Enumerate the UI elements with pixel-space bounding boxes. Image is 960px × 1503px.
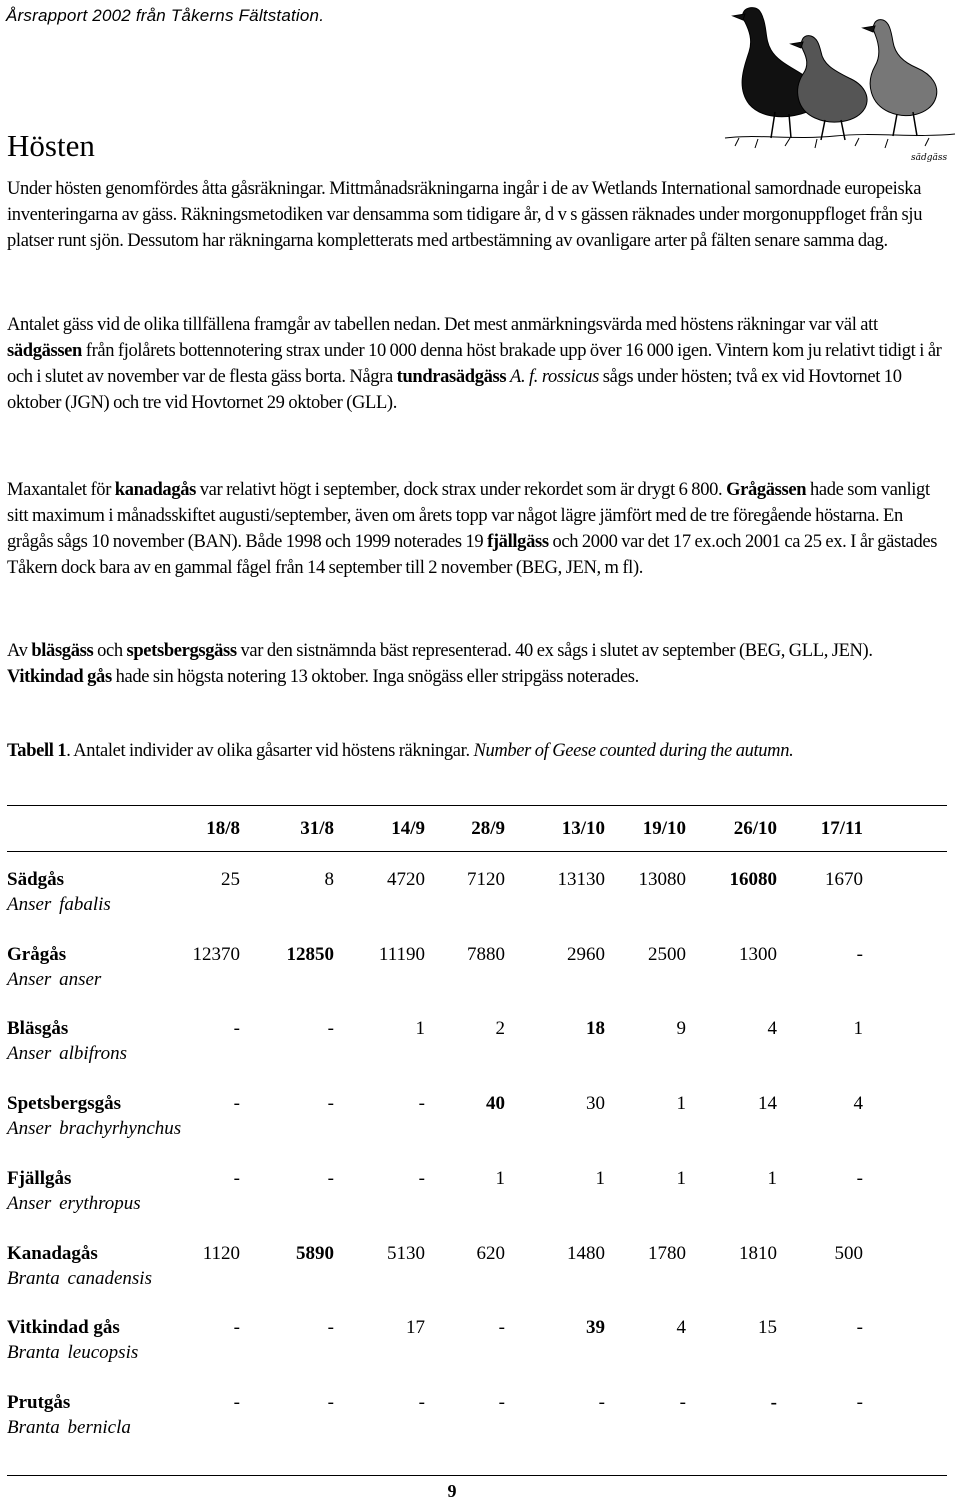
count-cell: - <box>598 1391 605 1413</box>
count-cell: 13080 <box>638 869 686 890</box>
paragraph-sadgas: Antalet gäss vid de olika tillfällena framgår av tabellen nedan. Det mest anmärkningsvärda med höstens räkningar var väl att sädgässen från fjolårets bottennotering strax under 10 000 denna höst brakade upp över 16 000 igen. Vintern kom ju relativt tidigt i år och i slutet av november var de flesta gäss borta. Några tundrasädgäss A. f. rossicus sågs under hösten; två ex vid Hovtornet 10 oktober (JGN) och tre vid Hovtornet 29 oktober (GLL). <box>7 315 942 413</box>
count-cell: - <box>327 1391 334 1413</box>
species-latin-name: Branta bernicla <box>7 1416 131 1438</box>
count-cell: 13130 <box>557 869 605 890</box>
count-cell: 40 <box>486 1093 505 1115</box>
column-header: 14/9 <box>391 818 425 839</box>
count-cell: - <box>327 1018 334 1040</box>
table-row <box>7 1392 947 1452</box>
count-cell: 9 <box>676 1018 686 1040</box>
count-cell: - <box>418 1093 425 1115</box>
count-cell: 620 <box>476 1242 505 1264</box>
species-latin-name: Anser brachyrhynchus <box>7 1118 182 1140</box>
count-cell: - <box>418 1391 425 1413</box>
count-cell: - <box>233 1391 240 1413</box>
goose-right-icon <box>870 20 937 116</box>
count-cell: 14 <box>758 1093 777 1115</box>
species-latin-name: Anser erythropus <box>7 1192 141 1214</box>
species-common-name: Spetsbergsgås <box>7 1093 122 1115</box>
species-common-name: Sädgås <box>7 869 65 890</box>
count-cell: - <box>856 1317 863 1339</box>
table-caption: Tabell 1. Antalet individer av olika gåsarter vid höstens räkningar. Number of Geese counted during the autumn. <box>7 741 794 761</box>
species-common-name: Vitkindad gås <box>7 1317 120 1339</box>
count-cell: 2 <box>495 1018 505 1040</box>
count-cell: 1 <box>495 1167 505 1189</box>
species-common-name: Prutgås <box>7 1391 71 1413</box>
table-row <box>7 1243 947 1303</box>
count-cell: 11190 <box>378 943 425 965</box>
count-cell: 1480 <box>567 1242 605 1264</box>
count-cell: - <box>327 1167 334 1189</box>
count-cell: - <box>498 1391 505 1413</box>
table-row <box>7 1317 947 1377</box>
count-cell: 500 <box>834 1242 863 1264</box>
count-cell: 25 <box>221 869 240 890</box>
goose-middle-icon <box>798 36 867 122</box>
species-latin-name: Anser anser <box>7 968 102 990</box>
column-header: 19/10 <box>642 818 686 839</box>
column-header: 13/10 <box>561 818 605 839</box>
count-cell: 15 <box>758 1317 777 1339</box>
count-cell: - <box>233 1018 240 1040</box>
count-cell: - <box>770 1391 777 1413</box>
count-cell: 1 <box>595 1167 605 1189</box>
table-header-rule <box>7 851 947 852</box>
table-row <box>7 1168 947 1228</box>
geese-illustration <box>715 0 960 170</box>
illustration-signature: sädgäss <box>911 153 948 163</box>
count-cell: 8 <box>324 869 334 890</box>
count-cell: - <box>233 1317 240 1339</box>
column-header: 28/9 <box>471 818 505 839</box>
count-cell: 1 <box>676 1167 686 1189</box>
count-cell: 7880 <box>467 943 505 965</box>
count-cell: 12370 <box>192 943 240 965</box>
section-title: Hösten <box>7 128 95 163</box>
count-cell: 1 <box>676 1093 686 1115</box>
running-header: Årsrapport 2002 från Tåkerns Fältstation. <box>6 6 325 25</box>
species-common-name: Kanadagås <box>7 1242 98 1264</box>
count-cell: 1120 <box>202 1242 240 1264</box>
count-cell: - <box>233 1093 240 1115</box>
species-latin-name: Branta canadensis <box>7 1267 152 1289</box>
count-cell: 1 <box>767 1167 777 1189</box>
count-cell: 2500 <box>648 943 686 965</box>
count-cell: 17 <box>406 1317 425 1339</box>
count-cell: 30 <box>586 1093 605 1115</box>
count-cell: 5890 <box>296 1242 334 1264</box>
count-cell: - <box>856 1391 863 1413</box>
count-cell: 4 <box>853 1093 863 1115</box>
species-common-name: Grågås <box>7 943 67 965</box>
count-cell: - <box>856 1167 863 1189</box>
table-row <box>7 944 947 1004</box>
count-cell: - <box>856 943 863 965</box>
species-common-name: Bläsgås <box>7 1018 69 1040</box>
paragraph-blasgas: Av bläsgäss och spetsbergsgäss var den sistnämnda bäst representerad. 40 ex sågs i slutet av september (BEG, GLL, JEN). Vitkindad gås hade sin högsta notering 13 oktober. Inga snögäss eller stripgäss noterades. <box>7 641 873 687</box>
count-cell: 4 <box>676 1317 686 1339</box>
count-cell: 18 <box>586 1018 605 1040</box>
count-cell: - <box>327 1317 334 1339</box>
column-header: 31/8 <box>300 818 334 839</box>
count-cell: 5130 <box>387 1242 425 1264</box>
count-cell: 1 <box>853 1018 863 1040</box>
column-header: 17/11 <box>820 818 863 839</box>
table-row <box>7 1093 947 1153</box>
count-cell: 4720 <box>387 869 425 890</box>
species-latin-name: Branta leucopsis <box>7 1342 139 1364</box>
page-number: 9 <box>447 1481 457 1501</box>
count-cell: - <box>418 1167 425 1189</box>
species-latin-name: Anser fabalis <box>7 894 111 915</box>
count-cell: 16080 <box>729 869 777 890</box>
count-cell: 7120 <box>467 869 505 890</box>
count-cell: 1780 <box>648 1242 686 1264</box>
count-cell: 39 <box>586 1317 605 1339</box>
count-cell: - <box>498 1317 505 1339</box>
count-cell: 1810 <box>739 1242 777 1264</box>
table-row <box>7 869 947 929</box>
table-row <box>7 1018 947 1078</box>
species-latin-name: Anser albifrons <box>7 1043 127 1065</box>
count-cell: 2960 <box>567 943 605 965</box>
count-cell: 1300 <box>739 943 777 965</box>
paragraph-intro: Under hösten genomfördes åtta gåsräkningar. Mittmånadsräkningarna ingår i de av Wetlands International samordnade europeiska inventeringarna av gäss. Räkningsmetodiken var densamma som tidigare år, d v s gässen räknades under morgonuppfloget från sju platser runt sjön. Dessutom har räkningarna kompletterats med artbestämning av ovanligare arter på fälten senare samma dag. <box>7 179 923 251</box>
count-cell: 1670 <box>825 869 863 890</box>
count-cell: 1 <box>415 1018 425 1040</box>
column-header: 18/8 <box>206 818 240 839</box>
table-top-rule <box>7 805 947 806</box>
species-common-name: Fjällgås <box>7 1167 72 1189</box>
paragraph-kanadagas: Maxantalet för kanadagås var relativt högt i september, dock strax under rekordet som är drygt 6 800. Grågässen hade som vanligt sitt maximum i månadsskiftet augusti/september, även om årets topp var något lägre jämfört med de tre föregående höstarna. En grågås sågs 10 november (BAN). Både 1998 och 1999 noterades 19 fjällgäss och 2000 var det 17 ex.och 2001 ca 25 ex. I år gästades Tåkern dock bara av en gammal fågel från 14 september till 2 november (BEG, JEN, m fl). <box>7 480 938 578</box>
count-cell: - <box>679 1391 686 1413</box>
table-bottom-rule <box>7 1475 947 1476</box>
count-cell: 4 <box>767 1018 777 1040</box>
count-cell: - <box>233 1167 240 1189</box>
count-cell: 12850 <box>286 943 334 965</box>
column-header: 26/10 <box>733 818 777 839</box>
count-cell: - <box>327 1093 334 1115</box>
